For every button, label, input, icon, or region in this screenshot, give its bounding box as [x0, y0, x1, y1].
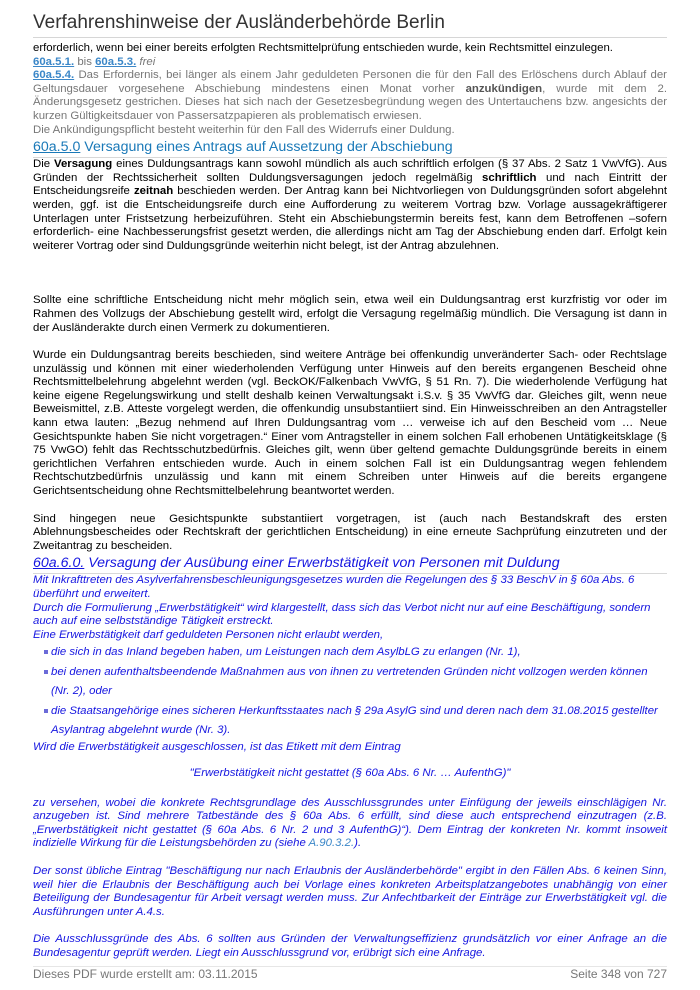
- label-entry-quote: "Erwerbstätigkeit nicht gestattet (§ 60a Abs. 6 Nr. … AufenthG)": [189, 766, 511, 779]
- p5-text-a: zu versehen, wobei die konkrete Rechtsgrundlage des Ausschlussgrundes unter Einfügung der jeweils einschlägigen Nr. anzugeben ist. Sind mehrere Tatbestände des § 60a Abs. 6 erfüllt, sind diese auch entsprechend einzutragen (z.B. „Erwerbstätigkeit nicht gestattet (§ 60a Abs. 6 Nr. 2 und 3 AufenthG)“). Dem Eintrag der konkreten Nr. kommt insoweit indizielle Wirkung für die Leistungsbehörden zu (siehe: [33, 796, 667, 850]
- p1-text-d: und nach Eintritt der Entscheidungsreife: [33, 171, 667, 198]
- para-60a-5-4-text-a: Das Erfordernis, bei länger als einem Jahr geduldeten Personen die für den Fall des Erlöschens durch Ablauf der Geltungsdauer vorgesehene Abschiebung mindestens einen Monat vorher: [33, 69, 667, 95]
- range-line: [33, 56, 667, 70]
- section-6-0-para-7: Die Ausschlussgründe des Abs. 6 sollten aus Gründen der Verwaltungseffizienz grundsätzlich vor einer Anfrage an die Bundesagentur geprüft werden. Liegt ein Ausschlussgrund vor, erübrigt sich eine Anfrage.: [33, 933, 667, 959]
- p5-text-b: ).: [354, 837, 362, 850]
- para-60a-5-4-bold: anzukündigen: [465, 82, 543, 95]
- list-item-text: die sich in das Inland begeben haben, um Leistungen nach dem AsylbLG zu erlangen (Nr. 1),: [51, 646, 521, 659]
- list-item: [43, 702, 667, 740]
- section-heading-60a-5-0: [33, 139, 667, 158]
- bullet-icon: [44, 670, 48, 674]
- section-6-0-line-2: Durch die Formulierung „Erwerbstätigkeit“ wird klargestellt, dass sich das Verbot nicht nur auf eine Beschäftigung, sondern auch auf eine selbstständige Tätigkeit erstreckt.: [33, 601, 651, 628]
- p1-text-c: eines Duldungsantrags kann sowohl mündlich als auch schriftlich erfolgen (§ 37 Abs. 2 Satz 1 VwVfG). Aus Gründen der Rechtssicherheit sollten Duldungsversagungen jedoch regelmäßig: [33, 158, 668, 184]
- section-6-0-para-6: Der sonst übliche Eintrag "Beschäftigung nur nach Erlaubnis der Ausländerbehörde" ergibt in den Fällen Abs. 6 keinen Sinn, weil hier die Erlaubnis der Beschäftigung auch bei Vorlage eines konkreten Arbeitsplatzangebotes unabhängig von einer Beteiligung der Bundesagentur für Arbeit versagt werden muss. Zur Anfechtbarkeit der Einträge zur Erwerbstätigkeit vgl. die Ausführungen unter A.4.s.: [33, 864, 667, 918]
- section-6-0-line-3: Eine Erwerbstätigkeit darf geduldeten Personen nicht erlaubt werden,: [33, 628, 384, 641]
- section-5-0-para-2: Sollte eine schriftliche Entscheidung nicht mehr möglich sein, etwa weil ein Duldungsantrag erst kurzfristig vor oder im Rahmen des Vollzugs der Abschiebung gestellt wird, erfolgt die Versagung regelmäßig mündlich. Die Versagung ist dann in der Ausländerakte durch einen Vermerk zu dokumentieren.: [33, 294, 667, 334]
- ref-60a-5-4-link[interactable]: 60a.5.4.: [33, 69, 75, 82]
- para-60a-5-4-note: Die Ankündigungspflicht besteht weiterhin für den Fall des Widerrufs einer Duldung.: [33, 123, 455, 136]
- range-status: frei: [139, 55, 156, 68]
- intro-line: erforderlich, wenn bei einer bereits erfolgten Rechtsmittelprüfung entschieden wurde, kein Rechtsmittel einzulegen.: [33, 42, 613, 54]
- p1-text-a: Die: [33, 158, 51, 171]
- section-5-0-para-4: Sind hingegen neue Gesichtspunkte substantiiert vorgetragen, ist (auch nach Bestandskraft des ersten Ablehnungsbescheides oder Rechtskraft der gerichtlichen Entscheidung) in eine erneute Sachprüfung einzutreten und der Zweitantrag zu bescheiden.: [33, 512, 667, 552]
- p1-text-e: beschieden werden. Der Antrag kann bei Nichtvorliegen von Duldungsgründen sofort abgelehnt werden, ggf. ist die Entscheidungsreife durch eine Aufforderung zu weiterem Vortrag bzw. Vorlage aussagekräftigerer Unterlagen unter Fristsetzung herbeizuführen. Steht ein Abschiebungstermin bereits fest, kann dem Betroffenen –sofern erforderlich- eine Nachbesserungsfrist gesetzt werden, die allerdings nicht am Tag der Abschiebung enden darf. Erfolgt kein weiterer Vortrag oder sind Duldungsgründe weiterhin nicht belegt, ist der Antrag abzulehnen.: [33, 185, 667, 252]
- bullet-icon: [44, 650, 48, 654]
- section-6-0-line-4: Wird die Erwerbstätigkeit ausgeschlossen, ist das Etikett mit dem Eintrag: [33, 741, 401, 754]
- section-number-60a-6-0[interactable]: 60a.6.0.: [33, 555, 85, 572]
- list-item: [43, 643, 667, 662]
- bullet-icon: [44, 709, 48, 713]
- para-60a-5-4: [33, 69, 667, 123]
- section-title-60a-6-0: Versagung der Ausübung einer Erwerbstätigkeit von Personen mit Duldung: [88, 555, 560, 572]
- ref-a-90-3-2-link[interactable]: A.90.3.2.: [308, 837, 355, 850]
- section-title-60a-5-0: Versagung eines Antrags auf Aussetzung der Abschiebung: [84, 139, 453, 156]
- section-5-0-para-3: Wurde ein Duldungsantrag bereits beschieden, sind weitere Anträge bei offenkundig unveränderter Sach- oder Rechtslage unzulässig und können mit einer wiederholenden Verfügung unter Hinweis auf den bereits ergangenen Bescheid ohne Rechtsmittelbelehrung abgelehnt werden (vgl. BeckOK/Falkenbach VwVfG, § 51 Rn. 7). Die wiederholende Verfügung hat keine eigene Regelungswirkung und stellt deshalb keinen Verwaltungsakt i.S.v. § 35 VwVfG dar. Gleiches gilt, wenn neue Beweismittel, z.B. Atteste vorgelegt werden, die offenkundig unsubstantiiert sind. Ein Hinweisschreiben an den Antragsteller kann etwa lauten: „Bezug nehmend auf Ihren Duldungsantrag vom … verweise ich auf den Bescheid vom … Neue Gesichtspunkte haben Sie nicht vorgetragen.“ Einer vom Antragsteller in einem solchen Fall erhobenen Untätigkeitsklage (§ 75 VwGO) fehlt das Rechtsschutzbedürfnis. Gleiches gilt, wenn über geltend gemachte Duldungsgründe bereits in einem gerichtlichen Verfahren entschieden wurde. Auch in einem solchen Fall ist ein Duldungsantrag wegen fehlendem Rechtschutzbedürfnis unzulässig und kann mit einem Schreiben unter Hinweis auf die bereits ergangene Gerichtsentscheidung ohne Rechtsmittelbelehrung beantwortet werden.: [33, 349, 667, 498]
- exclusion-list: [33, 643, 667, 740]
- footer-page-number: Seite 348 von 727: [570, 967, 667, 981]
- section-number-60a-5-0[interactable]: 60a.5.0: [33, 139, 81, 156]
- document-body: [33, 42, 667, 961]
- para-60a-5-4-text-b: , wurde mit dem 2. Änderungsgesetz gestrichen. Dieses hat sich nach der Gesetzesbegründung wegen des Untertauchens bzw. angesichts der kurzen Gültigkeitsdauer von Passersatzpapieren als problematisch erwiesen.: [33, 82, 667, 122]
- section-6-0-line-1: Mit Inkrafttreten des Asylverfahrensbeschleunigungsgesetzes wurden die Regelungen des § 33 BeschV in § 60a Abs. 6 überführt und erweitert.: [33, 574, 635, 600]
- section-6-0-para-5: [33, 797, 667, 851]
- list-item-text: die Staatsangehörige eines sicheren Herkunftsstaates nach § 29a AsylG sind und deren nach dem 31.08.2015 gestellter Asylantrag abgelehnt wurde (Nr. 3).: [51, 705, 658, 737]
- range-bis: bis: [77, 55, 92, 68]
- ref-60a-5-1-link[interactable]: 60a.5.1.: [33, 55, 75, 68]
- p1-bold-versagung: Versagung: [53, 158, 113, 171]
- p1-bold-schriftlich: schriftlich: [482, 171, 537, 184]
- list-item-text: bei denen aufenthaltsbeendende Maßnahmen aus von ihnen zu vertretenden Gründen nicht vollzogen werden können (Nr. 2), oder: [51, 666, 648, 698]
- page-footer: [33, 966, 667, 981]
- document-title: Verfahrenshinweise der Ausländerbehörde Berlin: [33, 12, 445, 33]
- section-heading-60a-6-0: [33, 555, 667, 574]
- list-item: [43, 663, 667, 701]
- title-divider: [33, 37, 667, 38]
- p1-bold-zeitnah: zeitnah: [133, 185, 174, 198]
- footer-created-date: Dieses PDF wurde erstellt am: 03.11.2015: [33, 967, 258, 981]
- ref-60a-5-3-link[interactable]: 60a.5.3.: [95, 55, 137, 68]
- section-5-0-para-1: [33, 158, 667, 253]
